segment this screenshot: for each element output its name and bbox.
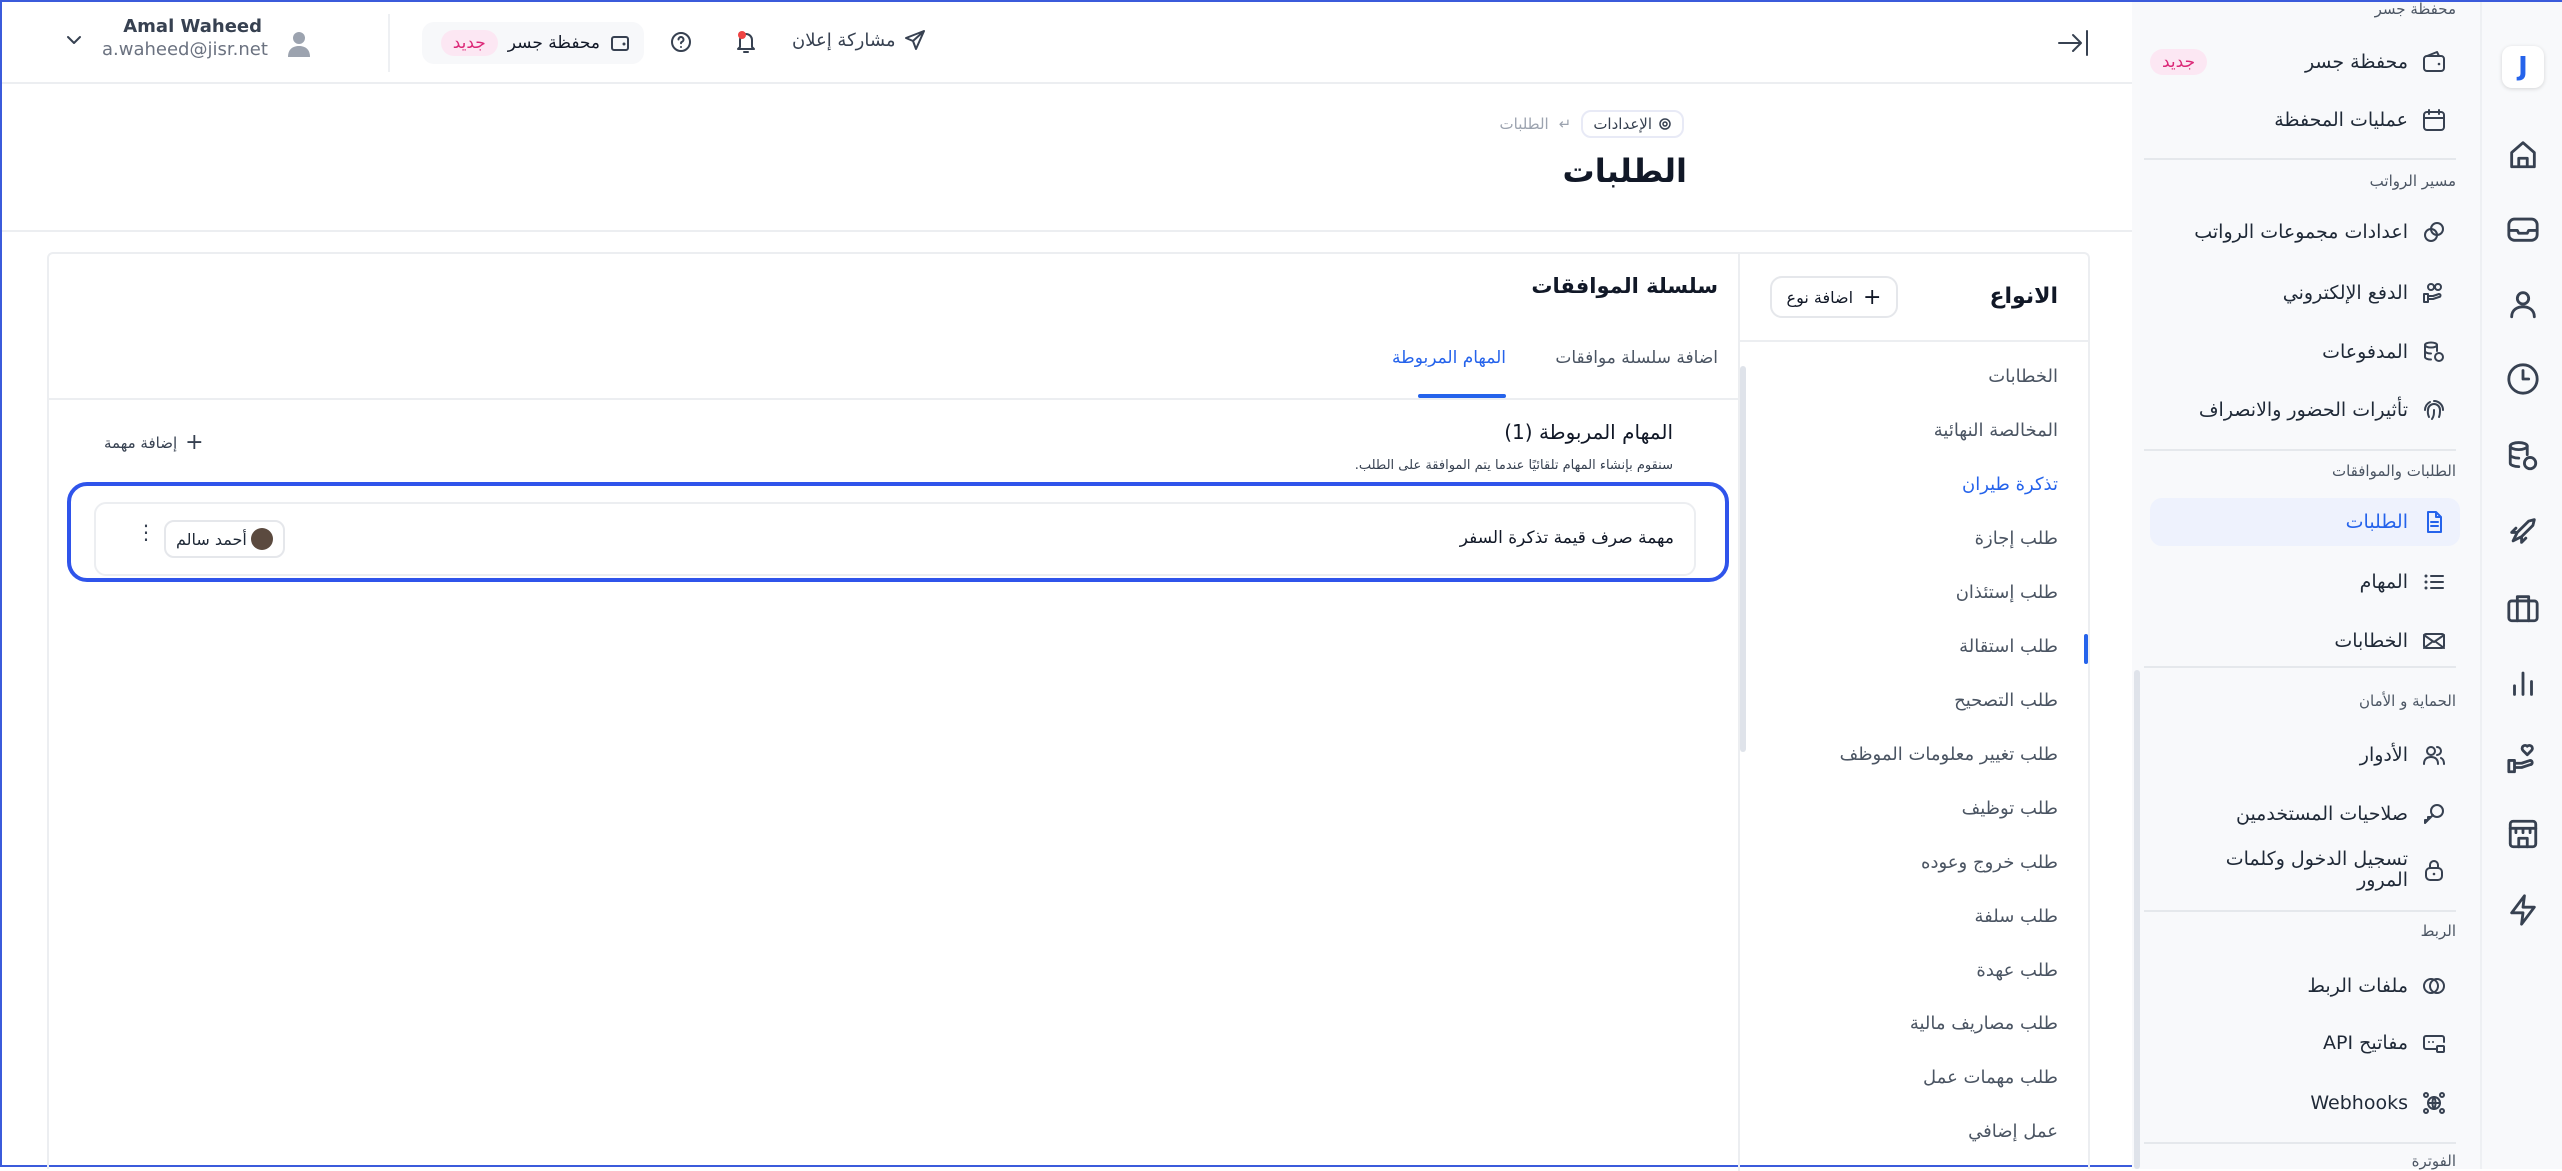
- rocket-icon: [2506, 514, 2540, 548]
- sidebar-item-label: الأدوار: [2359, 743, 2408, 766]
- section-header-integration: الربط: [2420, 922, 2456, 940]
- sidebar-item-payroll-0[interactable]: [2150, 208, 2460, 256]
- user-info[interactable]: [102, 16, 268, 60]
- divider: [1740, 340, 2088, 342]
- sidebar-item-label: Webhooks: [2310, 1091, 2408, 1114]
- users-icon: [2422, 743, 2446, 767]
- rail-item-clock[interactable]: [2506, 362, 2540, 396]
- assignee-chip[interactable]: [164, 520, 285, 558]
- assignee-name: أحمد سالم: [176, 529, 247, 549]
- sidebar-item-integration-0[interactable]: [2150, 962, 2460, 1010]
- tab-add-approval-chain[interactable]: اضافة سلسلة موافقات: [1555, 348, 1718, 368]
- rail-item-home[interactable]: [2506, 137, 2540, 171]
- gear-icon: [1658, 117, 1672, 131]
- type-item[interactable]: طلب مهمات عمل: [1923, 1067, 2058, 1088]
- sidebar-item-label: الخطابات: [2334, 629, 2408, 652]
- sidebar-item-label: الدفع الإلكتروني: [2282, 281, 2408, 304]
- type-item[interactable]: طلب عهدة: [1976, 960, 2058, 981]
- jisr-logo[interactable]: J: [2502, 46, 2544, 88]
- chart-icon: [2506, 666, 2540, 700]
- inbox-icon: [2506, 212, 2540, 246]
- list-icon: [2422, 570, 2446, 594]
- type-item[interactable]: طلب مصاريف مالية: [1909, 1013, 2058, 1034]
- notifications-bell-icon[interactable]: [735, 29, 757, 55]
- wallet-icon: [610, 33, 630, 53]
- type-item[interactable]: المخالصة النهائية: [1933, 420, 2058, 441]
- link-icon: [2422, 974, 2446, 998]
- section-header-requests: الطلبات والموافقات: [2331, 462, 2456, 480]
- approval-title: سلسلة الموافقات: [1531, 274, 1718, 298]
- divider: [2144, 910, 2456, 912]
- breadcrumb-settings-label: الإعدادات: [1593, 115, 1652, 133]
- rail-item-user[interactable]: [2506, 287, 2540, 321]
- coins-icon: [2506, 439, 2540, 473]
- section-header-security: الحماية و الأمان: [2358, 692, 2456, 710]
- type-item[interactable]: طلب توظيف: [1961, 798, 2058, 819]
- sidebar-item-label: عمليات المحفظة: [2274, 109, 2408, 131]
- sidebar-item-label: المهام: [2359, 570, 2408, 593]
- doc-icon: [2422, 510, 2446, 534]
- linked-tasks-title: المهام المربوطة (1): [1504, 420, 1673, 444]
- types-panel: [1738, 254, 2088, 1171]
- add-task-button[interactable]: [104, 430, 204, 455]
- divider: [2144, 158, 2456, 160]
- sidebar-item-label: تسجيل الدخول وكلمات المرور: [2225, 848, 2408, 891]
- share-ad-label: مشاركة إعلان: [792, 29, 896, 51]
- sidebar-item-security-0[interactable]: [2150, 731, 2460, 779]
- add-task-label: إضافة مهمة: [104, 433, 178, 452]
- assignee-avatar: [251, 528, 273, 550]
- sidebar-scrollbar[interactable]: [2134, 670, 2140, 1169]
- sidebar-item-label: صلاحيات المستخدمين: [2235, 802, 2408, 825]
- coins-icon: [2422, 340, 2446, 364]
- webhook-icon: [2422, 1091, 2446, 1115]
- mail-icon: [2422, 629, 2446, 653]
- share-ad-button[interactable]: [792, 29, 926, 51]
- type-item[interactable]: الخطابات: [1988, 366, 2058, 387]
- new-badge: جديد: [2150, 49, 2207, 75]
- sidebar-item-label: تأثيرات الحضور والانصراف: [2198, 398, 2408, 421]
- section-header-wallet: محفظة جسر: [2374, 0, 2456, 18]
- section-header-payroll: مسير الرواتب: [2369, 172, 2456, 190]
- sidebar-item-integration-1[interactable]: [2150, 1019, 2460, 1067]
- tab-linked-tasks[interactable]: المهام المربوطة: [1392, 348, 1506, 368]
- plus-icon: +: [185, 430, 204, 455]
- lock-icon: [2422, 858, 2446, 882]
- rail-item-rocket[interactable]: [2506, 514, 2540, 548]
- sidebar-item-wallet-ops[interactable]: [2150, 96, 2460, 144]
- linked-tasks-subtitle: سنقوم بإنشاء المهام تلقائيًا عندما يتم الموافقة على الطلب.: [1354, 458, 1673, 473]
- sidebar-item-requests-2[interactable]: [2150, 617, 2460, 665]
- account-menu-chevron-icon[interactable]: [64, 30, 84, 50]
- sidebar-item-requests-0[interactable]: [2150, 498, 2460, 546]
- collapse-sidebar-icon[interactable]: [2057, 28, 2089, 58]
- settings-sidebar: [2132, 2, 2482, 1169]
- add-type-button[interactable]: [1770, 276, 1898, 318]
- user-name: Amal Waheed: [123, 16, 262, 37]
- user-email: a.waheed@jisr.net: [102, 39, 268, 60]
- circles-icon: [2422, 220, 2446, 244]
- add-type-label: اضافة نوع: [1786, 287, 1854, 307]
- divider: [2144, 666, 2456, 668]
- type-item[interactable]: طلب إستئذان: [1955, 582, 2058, 603]
- divider: [49, 398, 1738, 400]
- type-item[interactable]: تذكرة طيران: [1961, 474, 2058, 495]
- sidebar-item-payroll-3[interactable]: [2150, 386, 2460, 434]
- bolt-icon: [2506, 893, 2540, 927]
- rail-item-inbox[interactable]: [2506, 212, 2540, 246]
- fingerprint-icon: [2422, 398, 2446, 422]
- page-title: الطلبات: [1562, 152, 1687, 190]
- sidebar-item-payroll-1[interactable]: [2150, 269, 2460, 317]
- sidebar-item-security-2[interactable]: [2150, 846, 2460, 894]
- top-bar: [2, 2, 2132, 84]
- sidebar-item-wallet[interactable]: [2150, 38, 2460, 86]
- divider: [2144, 449, 2456, 451]
- sidebar-item-label: ملفات الربط: [2307, 974, 2408, 997]
- requests-card: [47, 252, 2090, 1169]
- type-item[interactable]: طلب خروج وعوده: [1921, 852, 2058, 873]
- rail-item-briefcase[interactable]: [2506, 591, 2540, 625]
- type-item[interactable]: طلب استقالة: [1959, 636, 2058, 657]
- sidebar-item-label: مفاتيح API: [2323, 1031, 2408, 1054]
- apikey-icon: [2422, 1031, 2446, 1055]
- user-avatar-icon: [287, 30, 311, 58]
- clock-icon: [2506, 362, 2540, 396]
- send-icon: [904, 29, 926, 51]
- types-title: الانواع: [1989, 284, 2058, 309]
- help-icon[interactable]: [670, 31, 692, 53]
- divider: [2144, 1142, 2456, 1144]
- type-item[interactable]: عمل إضافي: [1968, 1121, 2058, 1142]
- task-name: مهمة صرف قيمة تذكرة السفر: [1459, 528, 1674, 548]
- sidebar-item-label: الطلبات: [2345, 510, 2408, 533]
- sidebar-item-integration-2[interactable]: [2150, 1079, 2460, 1127]
- rail-item-handheart[interactable]: [2506, 742, 2540, 776]
- divider: [388, 14, 390, 72]
- icon-rail: [2482, 2, 2562, 1169]
- type-item[interactable]: طلب سلفة: [1974, 906, 2058, 927]
- handheart-icon: [2506, 742, 2540, 776]
- types-scrollbar[interactable]: [1740, 366, 1746, 752]
- page-header: [2, 84, 2132, 232]
- hands-icon: [2422, 281, 2446, 305]
- rail-item-bolt[interactable]: [2506, 893, 2540, 927]
- breadcrumb-settings[interactable]: [1581, 110, 1684, 138]
- active-type-indicator: [2084, 634, 2088, 664]
- type-item[interactable]: طلب إجازة: [1974, 528, 2058, 549]
- breadcrumb-arrow-icon: ↵: [1558, 115, 1572, 133]
- wallet-icon: [2422, 50, 2446, 74]
- briefcase-icon: [2506, 591, 2540, 625]
- task-row[interactable]: [94, 502, 1696, 576]
- store-icon: [2506, 817, 2540, 851]
- sidebar-item-payroll-2[interactable]: [2150, 328, 2460, 376]
- rail-item-chart[interactable]: [2506, 666, 2540, 700]
- sidebar-item-label: اعدادات مجموعات الرواتب: [2194, 220, 2408, 243]
- home-icon: [2506, 137, 2540, 171]
- section-header-billing: الفوترة: [2411, 1152, 2456, 1170]
- new-badge: جديد: [441, 30, 498, 56]
- wallet-button[interactable]: [422, 22, 644, 64]
- calendar-icon: [2422, 108, 2446, 132]
- sidebar-item-security-1[interactable]: [2150, 790, 2460, 838]
- sidebar-item-requests-1[interactable]: [2150, 558, 2460, 606]
- plus-icon: +: [1863, 284, 1882, 310]
- type-item[interactable]: طلب تغيير معلومات الموظف: [1839, 744, 2058, 765]
- wallet-label: محفظة جسر: [507, 33, 600, 53]
- key-icon: [2422, 802, 2446, 826]
- sidebar-item-label: المدفوعات: [2322, 340, 2408, 363]
- rail-item-store[interactable]: [2506, 817, 2540, 851]
- type-item[interactable]: طلب التصحيح: [1954, 690, 2058, 711]
- more-options-icon[interactable]: ⋮: [136, 520, 156, 544]
- rail-item-coins[interactable]: [2506, 439, 2540, 473]
- breadcrumb-current: الطلبات: [1499, 115, 1549, 133]
- user-icon: [2506, 287, 2540, 321]
- sidebar-item-label: محفظة جسر: [2304, 51, 2408, 73]
